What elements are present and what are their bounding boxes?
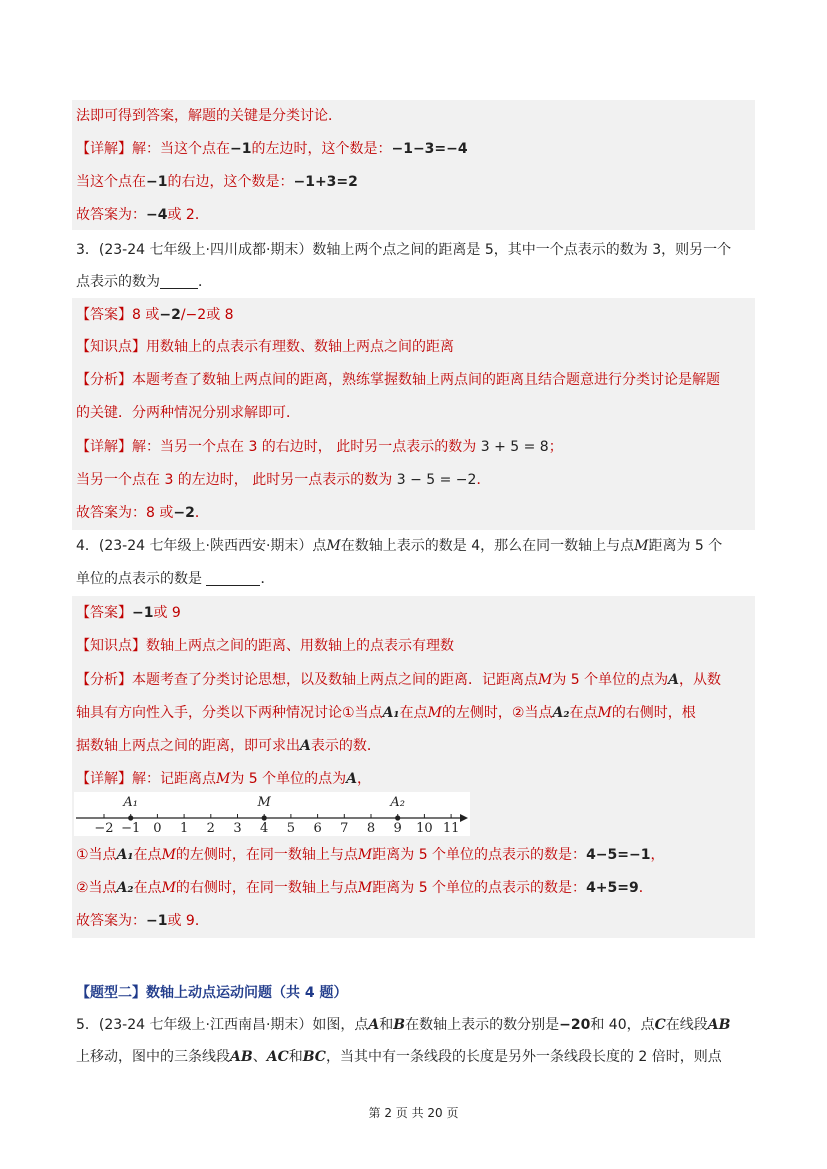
q4-case-1: ①当点A₁在点M的左侧时，在同一数轴上与点M距离为 5 个单位的点表示的数是：4−5=−1，	[76, 847, 665, 863]
q3-detail-1: 【详解】解：当另一个点在 3 的右边时， 此时另一点表示的数为 3 + 5 = 8；	[76, 439, 563, 455]
q4-answer-blank	[206, 569, 260, 586]
q4-stem-line1: 4．(23-24 七年级上·陕西西安·期末）点M在数轴上表示的数是 4，那么在同一数轴上与点M距离为 5 个	[76, 538, 723, 554]
page-footer: 第 2 页 共 20 页	[368, 1106, 459, 1120]
q3-detail-2: 当另一个点在 3 的左边时， 此时另一点表示的数为 3 − 5 = −2．	[76, 472, 491, 488]
tick-label: 0	[153, 821, 162, 836]
q5-stem-line1: 5．(23-24 七年级上·江西南昌·期末）如图，点A和B在数轴上表示的数分别是−20和 40，点C在线段AB	[76, 1017, 731, 1033]
tick-label: 4	[260, 821, 269, 836]
q4-stem-line2: 单位的点表示的数是 ．	[76, 571, 275, 587]
q4-detail: 【详解】解：记距离点M为 5 个单位的点为A，	[76, 771, 372, 787]
q2-right-case: 当这个点在−1的右边，这个数是：−1+3=2	[76, 174, 358, 190]
q3-stem-line2: 点表示的数为 ．	[76, 274, 212, 290]
tick-label: 7	[340, 821, 349, 836]
q4-knowledge-point: 【知识点】数轴上两点之间的距离、用数轴上的点表示有理数	[76, 638, 454, 654]
q4-answer: 【答案】−1或 9	[76, 605, 181, 621]
section-heading: 【题型二】数轴上动点运动问题（共 4 题）	[76, 985, 348, 1001]
tick-label: 2	[206, 821, 215, 836]
q3-answer-blank	[160, 272, 198, 289]
tick-label: −1	[121, 821, 141, 836]
q4-analysis-2: 轴具有方向性入手，分类以下两种情况讨论①当点A₁在点M的左侧时，②当点A₂在点M的右侧时，根	[76, 705, 696, 721]
q4-analysis-3: 据数轴上两点之间的距离，即可求出A表示的数．	[76, 738, 381, 754]
q3-answer: 【答案】8 或−2/−2或 8	[76, 307, 234, 323]
tick-label: 1	[179, 821, 189, 836]
point-marker	[128, 815, 133, 820]
label-a2: A₂	[390, 795, 406, 810]
number-line-figure	[74, 792, 470, 836]
tick-label: 10	[416, 821, 433, 836]
tick-label: 6	[313, 821, 322, 836]
tick-label: 3	[233, 821, 242, 836]
tick-label: 8	[366, 821, 376, 836]
q2-answer: 故答案为：−4或 2．	[76, 207, 209, 223]
q4-case-2: ②当点A₂在点M的右侧时，在同一数轴上与点M距离为 5 个单位的点表示的数是：4+5=9．	[76, 880, 653, 896]
point-marker	[395, 815, 400, 820]
tick-label: −2	[94, 821, 114, 836]
tick-label: 11	[442, 821, 460, 836]
tick-label: 5	[286, 821, 296, 836]
label-a1: A₁	[123, 795, 139, 810]
point-marker	[262, 815, 267, 820]
tick-label: 9	[393, 821, 402, 836]
q4-analysis-1: 【分析】本题考查了分类讨论思想，以及数轴上两点之间的距离．记距离点M为 5 个单位的点为A，从数	[76, 672, 722, 688]
q4-final-answer: 故答案为：−1或 9．	[76, 913, 209, 929]
q3-knowledge-point: 【知识点】用数轴上的点表示有理数、数轴上两点之间的距离	[76, 339, 454, 355]
q3-analysis-2: 的关键．分两种情况分别求解即可．	[76, 405, 300, 421]
q3-stem-line1: 3．(23-24 七年级上·四川成都·期末）数轴上两个点之间的距离是 5，其中一个点表示的数为 3，则另一个	[76, 242, 732, 258]
q2-detail-line: 【详解】解：当这个点在−1的左边时，这个数是：−1−3=−4	[76, 141, 468, 157]
q3-analysis-1: 【分析】本题考查了数轴上两点间的距离，熟练掌握数轴上两点间的距离且结合题意进行分类讨论是解题	[76, 372, 720, 388]
q5-stem-line2: 上移动，图中的三条线段AB、AC和BC，当其中有一条线段的长度是另外一条线段长度的 2 倍时，则点	[76, 1049, 722, 1065]
q3-final-answer: 故答案为：8 或−2．	[76, 505, 209, 521]
q2-analysis-end: 法即可得到答案，解题的关键是分类讨论．	[76, 108, 342, 124]
label-m: M	[257, 795, 271, 810]
